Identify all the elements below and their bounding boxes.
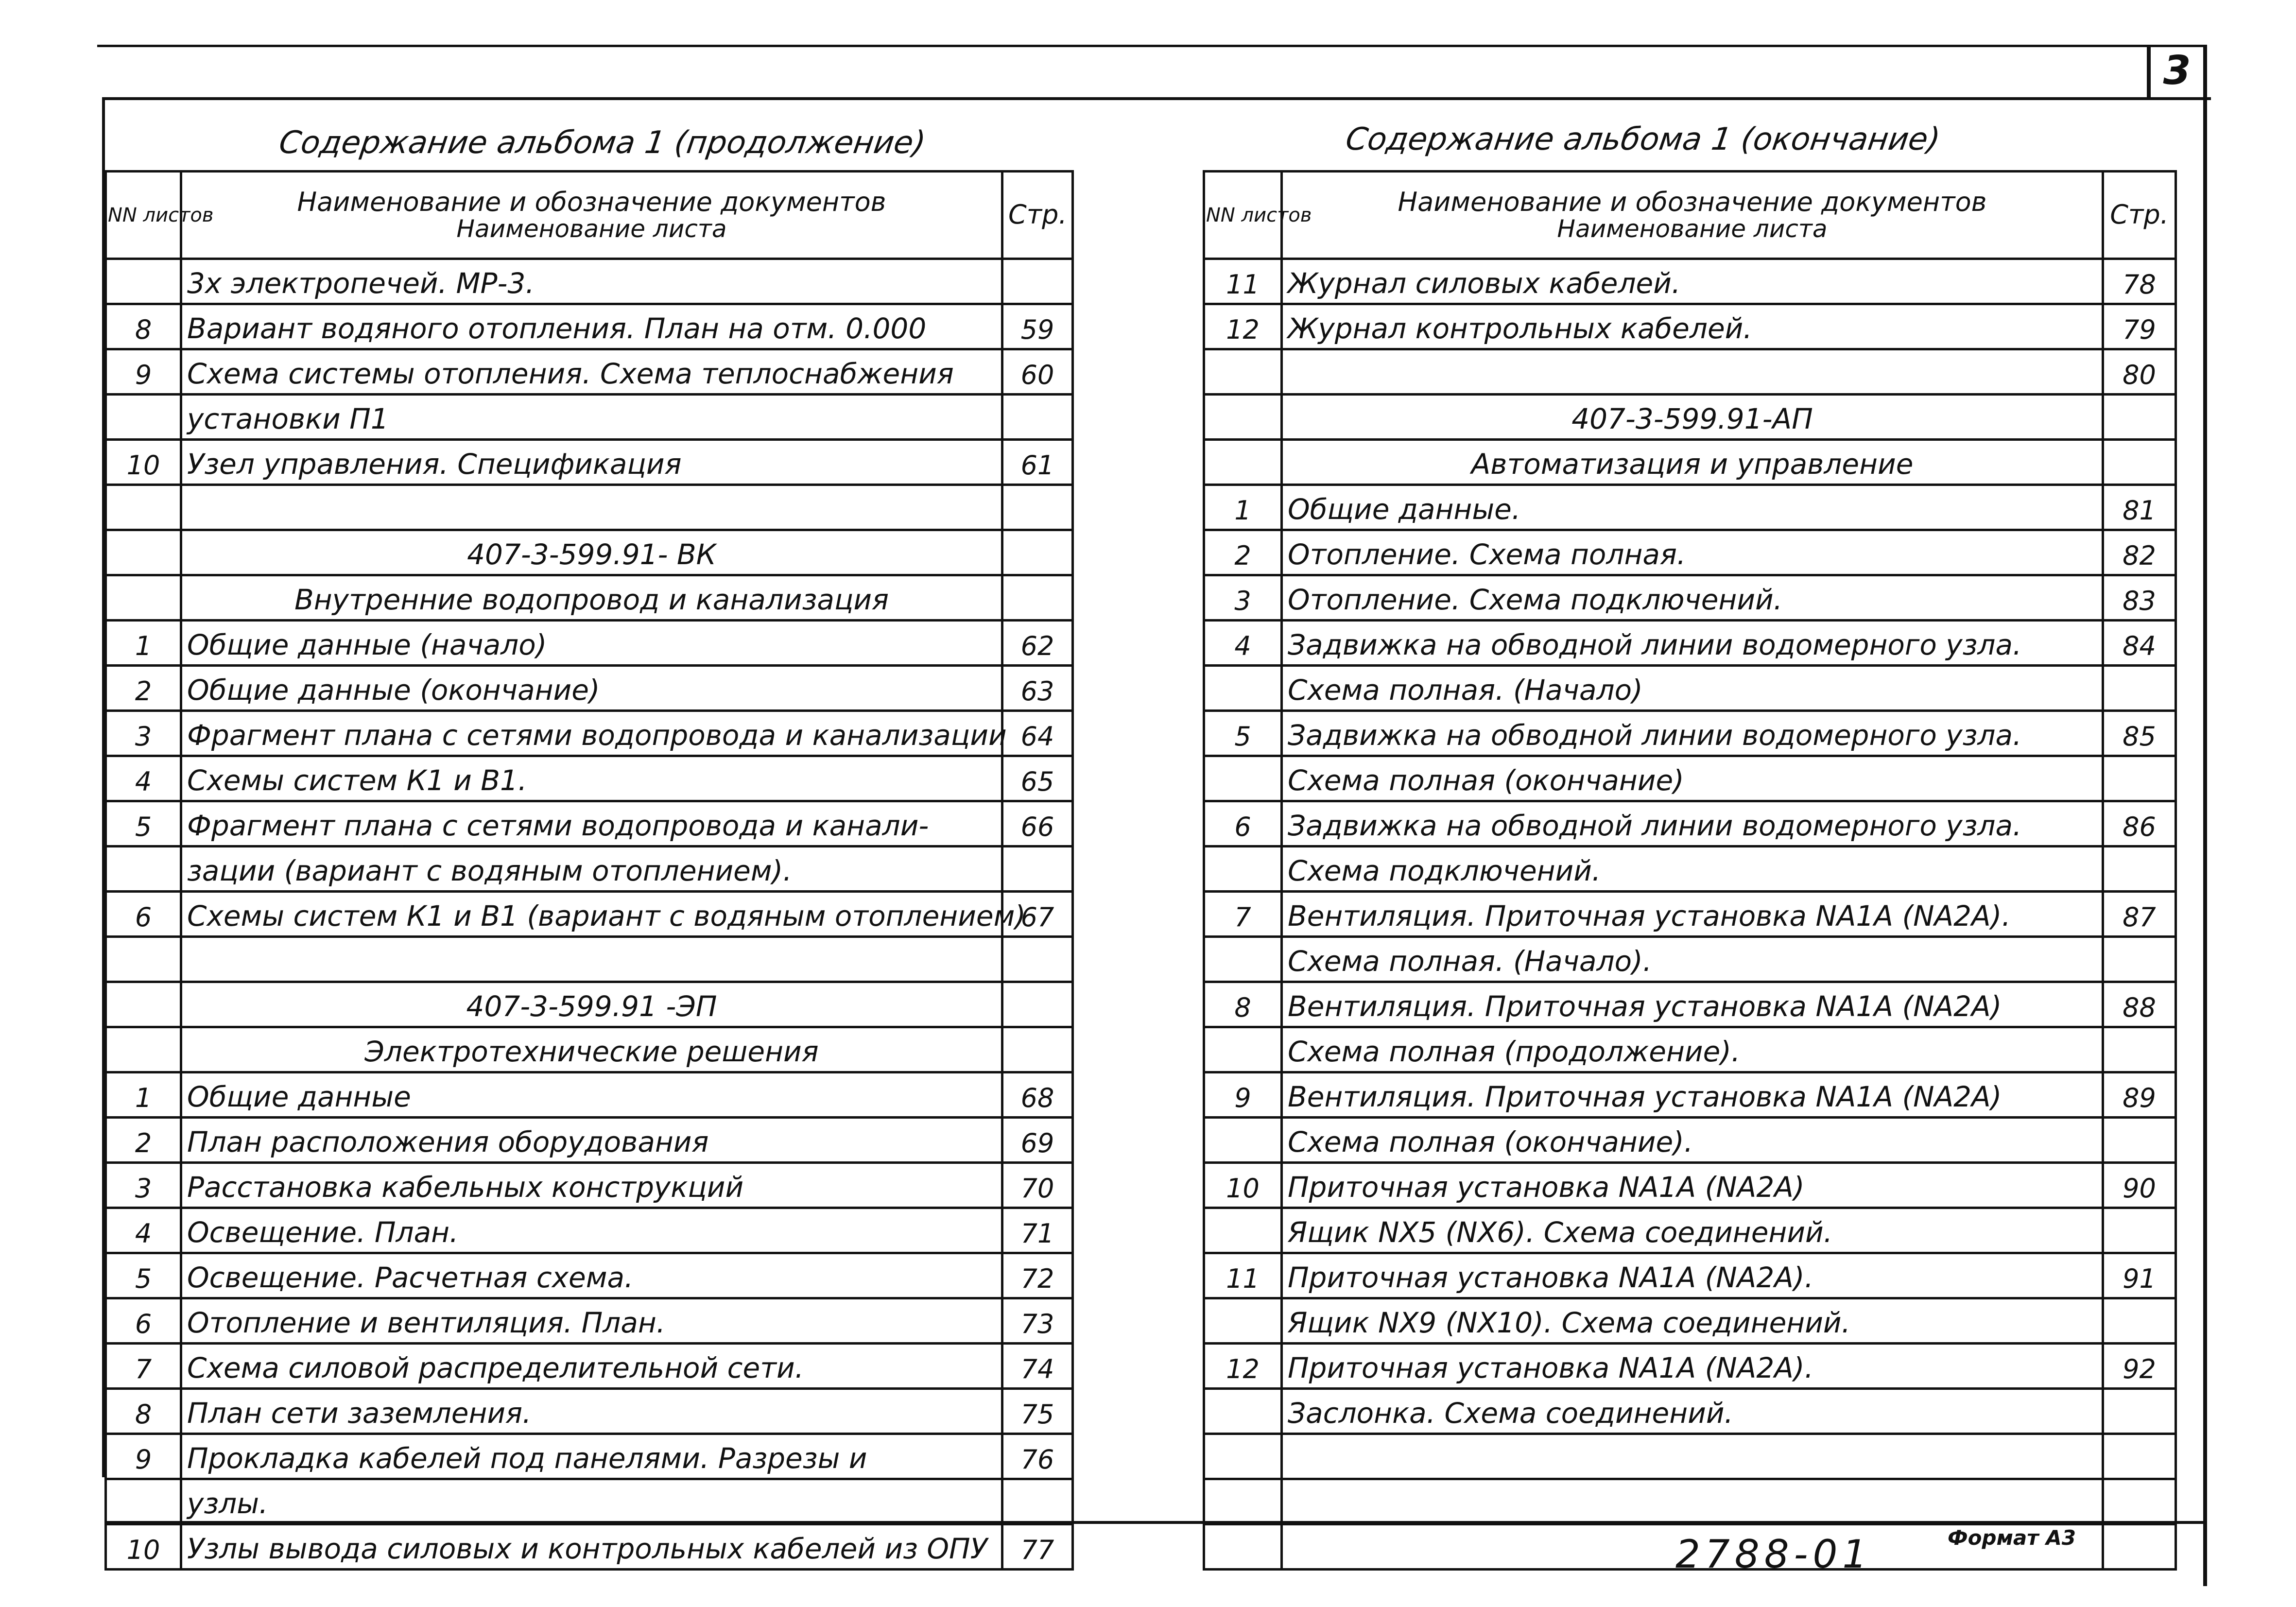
sheet-number-cell	[1204, 349, 1282, 395]
section-heading-cell: 407-3-599.91-АП	[1282, 395, 2103, 440]
table-row	[1204, 847, 2176, 892]
table-row	[106, 1434, 1073, 1479]
sheet-name-cell: Ящик NX9 (NX10). Схема соединений.	[1282, 1298, 2103, 1344]
page-cell	[1002, 395, 1073, 440]
table-row	[106, 530, 1073, 575]
sheet-number-cell	[106, 259, 181, 304]
page-cell: 78	[2103, 259, 2176, 304]
sheet-name-cell: Освещение. План.	[181, 1208, 1002, 1253]
sheet-name-cell: Вентиляция. Приточная установка NA1A (NA2A)	[1282, 982, 2103, 1027]
frame-top-line	[102, 97, 2211, 100]
page-cell: 59	[1002, 304, 1073, 349]
sheet-name-cell: Общие данные.	[1282, 485, 2103, 530]
sheet-number-cell	[1204, 666, 1282, 711]
right-header-page: Стр.	[2103, 172, 2176, 259]
sheet-number-cell: 7	[1204, 892, 1282, 937]
page-cell	[2103, 1208, 2176, 1253]
sheet-number-cell: 9	[1204, 1072, 1282, 1118]
sheet-name-cell: 3х электропечей. МР-3.	[181, 259, 1002, 304]
table-row	[1204, 1389, 2176, 1434]
table-row	[106, 937, 1073, 982]
section-heading-cell: Автоматизация и управление	[1282, 440, 2103, 485]
sheet-number-cell: 5	[106, 801, 181, 847]
sheet-name-cell: Отопление. Схема полная.	[1282, 530, 2103, 575]
table-row	[1204, 575, 2176, 621]
sheet-name-cell: Схема полная. (Начало)	[1282, 666, 2103, 711]
sheet-name-cell: Схема полная (окончание)	[1282, 756, 2103, 801]
sheet-number-cell: 8	[1204, 982, 1282, 1027]
page-cell: 73	[1002, 1298, 1073, 1344]
page-cell	[2103, 395, 2176, 440]
page-cell: 72	[1002, 1253, 1073, 1298]
top-border-line	[97, 45, 2206, 47]
left-header-name-line2: Наименование листа	[456, 214, 727, 243]
sheet-number-cell: 10	[1204, 1163, 1282, 1208]
sheet-number-cell	[1204, 1434, 1282, 1479]
sheet-name-cell: Схема полная. (Начало).	[1282, 937, 2103, 982]
sheet-number-cell: 10	[106, 1524, 181, 1570]
table-row	[1204, 937, 2176, 982]
page-cell: 92	[2103, 1344, 2176, 1389]
page-cell: 77	[1002, 1524, 1073, 1570]
right-header-sheet-number: NN листов	[1204, 172, 1282, 259]
page-cell	[1002, 937, 1073, 982]
table-row	[1204, 621, 2176, 666]
page-number: 3	[2163, 48, 2191, 94]
sheet-name-cell: Общие данные	[181, 1072, 1002, 1118]
table-row	[106, 259, 1073, 304]
table-row	[106, 666, 1073, 711]
table-row	[106, 1298, 1073, 1344]
frame-right-line	[2203, 45, 2207, 1586]
sheet-number-cell	[106, 1027, 181, 1072]
table-row	[1204, 666, 2176, 711]
sheet-number-cell	[1204, 847, 1282, 892]
format-label: Формат А3	[1948, 1526, 2076, 1550]
table-row	[1204, 1118, 2176, 1163]
sheet-number-cell: 9	[106, 349, 181, 395]
sheet-name-cell: Вентиляция. Приточная установка NA1A (NA2A).	[1282, 892, 2103, 937]
right-toc-table	[1203, 170, 2177, 1571]
sheet-name-cell: Схема подключений.	[1282, 847, 2103, 892]
sheet-name-cell: План расположения оборудования	[181, 1118, 1002, 1163]
right-table-header-row	[1204, 172, 2176, 259]
page-cell	[2103, 1524, 2176, 1570]
sheet-number-cell	[106, 530, 181, 575]
page-cell	[1002, 259, 1073, 304]
sheet-number-cell: 3	[1204, 575, 1282, 621]
sheet-number-cell	[106, 575, 181, 621]
sheet-name-cell	[181, 937, 1002, 982]
sheet-name-cell: Задвижка на обводной линии водомерного узла.	[1282, 711, 2103, 756]
table-row	[1204, 1344, 2176, 1389]
page-cell: 86	[2103, 801, 2176, 847]
table-row	[106, 1524, 1073, 1570]
table-row	[106, 892, 1073, 937]
table-row	[1204, 892, 2176, 937]
table-row	[1204, 1434, 2176, 1479]
sheet-number-cell: 4	[106, 1208, 181, 1253]
sheet-name-cell: Вентиляция. Приточная установка NA1A (NA2A)	[1282, 1072, 2103, 1118]
page-number-box	[2147, 45, 2207, 99]
sheet-number-cell: 6	[106, 1298, 181, 1344]
sheet-number-cell: 6	[106, 892, 181, 937]
sheet-name-cell: Расстановка кабельных конструкций	[181, 1163, 1002, 1208]
section-heading-cell: 407-3-599.91- ВК	[181, 530, 1002, 575]
sheet-name-cell: Вариант водяного отопления. План на отм. 0.000	[181, 304, 1002, 349]
sheet-number-cell: 5	[106, 1253, 181, 1298]
right-header-name-line2: Наименование листа	[1557, 214, 1828, 243]
sheet-number-cell: 2	[106, 1118, 181, 1163]
sheet-number-cell	[1204, 1389, 1282, 1434]
sheet-name-cell: Приточная установка NA1A (NA2A).	[1282, 1253, 2103, 1298]
table-row	[1204, 349, 2176, 395]
page-cell	[2103, 937, 2176, 982]
sheet-number-cell: 10	[106, 440, 181, 485]
sheet-name-cell: узлы.	[181, 1479, 1002, 1524]
table-row	[1204, 1253, 2176, 1298]
page-cell	[2103, 1027, 2176, 1072]
sheet-name-cell: Задвижка на обводной линии водомерного узла.	[1282, 801, 2103, 847]
page-cell: 91	[2103, 1253, 2176, 1298]
table-row	[106, 756, 1073, 801]
sheet-number-cell: 4	[1204, 621, 1282, 666]
sheet-number-cell: 4	[106, 756, 181, 801]
sheet-number-cell	[1204, 1118, 1282, 1163]
sheet-name-cell: Схемы систем К1 и В1 (вариант с водяным отоплением)	[181, 892, 1002, 937]
table-row	[106, 1253, 1073, 1298]
page-cell	[1002, 1027, 1073, 1072]
page-cell: 68	[1002, 1072, 1073, 1118]
right-header-name-line1: Наименование и обозначение документов	[1398, 186, 1987, 217]
table-row	[106, 1479, 1073, 1524]
page-cell: 82	[2103, 530, 2176, 575]
sheet-number-cell	[1204, 1524, 1282, 1570]
sheet-number-cell: 9	[106, 1434, 181, 1479]
table-row	[106, 1344, 1073, 1389]
table-row	[1204, 1208, 2176, 1253]
sheet-number-cell	[1204, 1208, 1282, 1253]
sheet-number-cell: 8	[106, 1389, 181, 1434]
table-row	[1204, 485, 2176, 530]
sheet-number-cell	[1204, 395, 1282, 440]
sheet-number-cell	[1204, 1298, 1282, 1344]
page-cell: 75	[1002, 1389, 1073, 1434]
right-table-body	[1204, 259, 2176, 1570]
left-table-body	[106, 259, 1073, 1570]
sheet-name-cell: Задвижка на обводной линии водомерного узла.	[1282, 621, 2103, 666]
page-cell: 65	[1002, 756, 1073, 801]
page-cell: 80	[2103, 349, 2176, 395]
table-row	[1204, 1027, 2176, 1072]
page-cell: 89	[2103, 1072, 2176, 1118]
sheet-name-cell: Приточная установка NA1A (NA2A)	[1282, 1163, 2103, 1208]
sheet-number-cell: 12	[1204, 1344, 1282, 1389]
page-cell	[2103, 1389, 2176, 1434]
page-cell	[2103, 1118, 2176, 1163]
sheet-name-cell: Журнал контрольных кабелей.	[1282, 304, 2103, 349]
sheet-number-cell: 1	[1204, 485, 1282, 530]
sheet-name-cell: Общие данные (начало)	[181, 621, 1002, 666]
table-row	[106, 304, 1073, 349]
sheet-number-cell	[106, 937, 181, 982]
sheet-name-cell: План сети заземления.	[181, 1389, 1002, 1434]
sheet-name-cell	[1282, 1479, 2103, 1524]
sheet-number-cell	[106, 1479, 181, 1524]
table-row	[1204, 259, 2176, 304]
sheet-name-cell: Освещение. Расчетная схема.	[181, 1253, 1002, 1298]
table-row	[1204, 1072, 2176, 1118]
page-cell: 63	[1002, 666, 1073, 711]
sheet-name-cell: Схема системы отопления. Схема теплоснабжения	[181, 349, 1002, 395]
left-table-header-row	[106, 172, 1073, 259]
sheet-name-cell: Прокладка кабелей под панелями. Разрезы и	[181, 1434, 1002, 1479]
sheet-name-cell	[181, 485, 1002, 530]
table-row	[106, 621, 1073, 666]
sheet-name-cell: Общие данные (окончание)	[181, 666, 1002, 711]
sheet-name-cell: Фрагмент плана с сетями водопровода и канализации	[181, 711, 1002, 756]
page-cell: 88	[2103, 982, 2176, 1027]
document-number: 2788-01	[1675, 1532, 1872, 1577]
sheet-number-cell: 3	[106, 711, 181, 756]
sheet-number-cell: 2	[106, 666, 181, 711]
table-row	[106, 801, 1073, 847]
table-row	[1204, 395, 2176, 440]
page-cell	[1002, 847, 1073, 892]
table-row	[1204, 1298, 2176, 1344]
page-cell: 90	[2103, 1163, 2176, 1208]
sheet-name-cell	[1282, 349, 2103, 395]
left-header-name	[181, 172, 1002, 259]
sheet-name-cell: Отопление. Схема подключений.	[1282, 575, 2103, 621]
sheet-number-cell: 3	[106, 1163, 181, 1208]
page-cell: 85	[2103, 711, 2176, 756]
sheet-number-cell: 2	[1204, 530, 1282, 575]
sheet-number-cell: 1	[106, 1072, 181, 1118]
sheet-name-cell: Ящик NX5 (NX6). Схема соединений.	[1282, 1208, 2103, 1253]
sheet-number-cell	[106, 847, 181, 892]
left-toc-table	[104, 170, 1074, 1571]
sheet-number-cell	[106, 982, 181, 1027]
page-cell	[2103, 1298, 2176, 1344]
page-cell	[2103, 1434, 2176, 1479]
page-cell: 69	[1002, 1118, 1073, 1163]
page-cell	[1002, 575, 1073, 621]
table-row	[106, 1208, 1073, 1253]
page-cell: 81	[2103, 485, 2176, 530]
page-cell: 84	[2103, 621, 2176, 666]
left-header-name-line1: Наименование и обозначение документов	[297, 186, 886, 217]
sheet-number-cell	[1204, 937, 1282, 982]
page-cell	[1002, 530, 1073, 575]
page-cell: 66	[1002, 801, 1073, 847]
page-cell: 70	[1002, 1163, 1073, 1208]
sheet-number-cell: 12	[1204, 304, 1282, 349]
table-row	[106, 1118, 1073, 1163]
sheet-name-cell: Схема силовой распределительной сети.	[181, 1344, 1002, 1389]
table-row	[106, 982, 1073, 1027]
table-row	[1204, 801, 2176, 847]
table-row	[106, 395, 1073, 440]
sheet-number-cell	[1204, 1027, 1282, 1072]
section-heading-cell: 407-3-599.91 -ЭП	[181, 982, 1002, 1027]
table-row	[1204, 1479, 2176, 1524]
left-table-title: Содержание альбома 1 (продолжение)	[276, 125, 928, 161]
right-header-name	[1282, 172, 2103, 259]
table-row	[106, 1163, 1073, 1208]
sheet-name-cell: Приточная установка NA1A (NA2A).	[1282, 1344, 2103, 1389]
sheet-number-cell: 8	[106, 304, 181, 349]
page-cell	[1002, 982, 1073, 1027]
sheet-number-cell	[106, 395, 181, 440]
sheet-number-cell: 5	[1204, 711, 1282, 756]
table-row	[106, 1389, 1073, 1434]
sheet-number-cell: 11	[1204, 1253, 1282, 1298]
sheet-name-cell: Журнал силовых кабелей.	[1282, 259, 2103, 304]
table-row	[1204, 440, 2176, 485]
sheet-name-cell: Узел управления. Спецификация	[181, 440, 1002, 485]
sheet-name-cell: Заслонка. Схема соединений.	[1282, 1389, 2103, 1434]
sheet-number-cell	[1204, 756, 1282, 801]
sheet-name-cell: установки П1	[181, 395, 1002, 440]
table-row	[106, 575, 1073, 621]
page-cell: 83	[2103, 575, 2176, 621]
page-cell: 87	[2103, 892, 2176, 937]
sheet-number-cell	[106, 485, 181, 530]
sheet-name-cell: Фрагмент плана с сетями водопровода и канали-	[181, 801, 1002, 847]
left-header-sheet-number: NN листов	[106, 172, 181, 259]
right-table-title: Содержание альбома 1 (окончание)	[1343, 121, 1943, 157]
section-heading-cell: Электротехнические решения	[181, 1027, 1002, 1072]
page-cell	[2103, 1479, 2176, 1524]
table-row	[1204, 982, 2176, 1027]
table-row	[106, 711, 1073, 756]
page-cell	[1002, 485, 1073, 530]
table-row	[106, 440, 1073, 485]
sheet-number-cell: 7	[106, 1344, 181, 1389]
sheet-name-cell	[1282, 1434, 2103, 1479]
table-row	[106, 1072, 1073, 1118]
table-row	[1204, 530, 2176, 575]
page-cell: 61	[1002, 440, 1073, 485]
table-row	[106, 349, 1073, 395]
page-cell: 79	[2103, 304, 2176, 349]
page-cell	[2103, 440, 2176, 485]
sheet-name-cell: Схемы систем К1 и В1.	[181, 756, 1002, 801]
page-cell	[2103, 666, 2176, 711]
section-heading-cell: Внутренние водопровод и канализация	[181, 575, 1002, 621]
left-header-page: Стр.	[1002, 172, 1073, 259]
table-row	[106, 847, 1073, 892]
sheet-number-cell	[1204, 440, 1282, 485]
sheet-name-cell: Схема полная (окончание).	[1282, 1118, 2103, 1163]
sheet-number-cell: 1	[106, 621, 181, 666]
page-cell	[2103, 756, 2176, 801]
sheet-number-cell: 6	[1204, 801, 1282, 847]
table-row	[1204, 711, 2176, 756]
page-cell: 64	[1002, 711, 1073, 756]
table-row	[106, 1027, 1073, 1072]
page-cell: 71	[1002, 1208, 1073, 1253]
sheet-name-cell: Отопление и вентиляция. План.	[181, 1298, 1002, 1344]
table-row	[1204, 756, 2176, 801]
sheet-number-cell	[1204, 1479, 1282, 1524]
sheet-name-cell: Узлы вывода силовых и контрольных кабелей из ОПУ	[181, 1524, 1002, 1570]
page-cell: 74	[1002, 1344, 1073, 1389]
table-row	[1204, 1163, 2176, 1208]
page-cell	[2103, 847, 2176, 892]
sheet-number-cell: 11	[1204, 259, 1282, 304]
sheet-name-cell: Схема полная (продолжение).	[1282, 1027, 2103, 1072]
page-cell: 62	[1002, 621, 1073, 666]
page-cell	[1002, 1479, 1073, 1524]
page-cell: 76	[1002, 1434, 1073, 1479]
sheet-name-cell: зации (вариант с водяным отоплением).	[181, 847, 1002, 892]
page-cell: 60	[1002, 349, 1073, 395]
table-row	[106, 485, 1073, 530]
table-row	[1204, 304, 2176, 349]
page-cell: 67	[1002, 892, 1073, 937]
